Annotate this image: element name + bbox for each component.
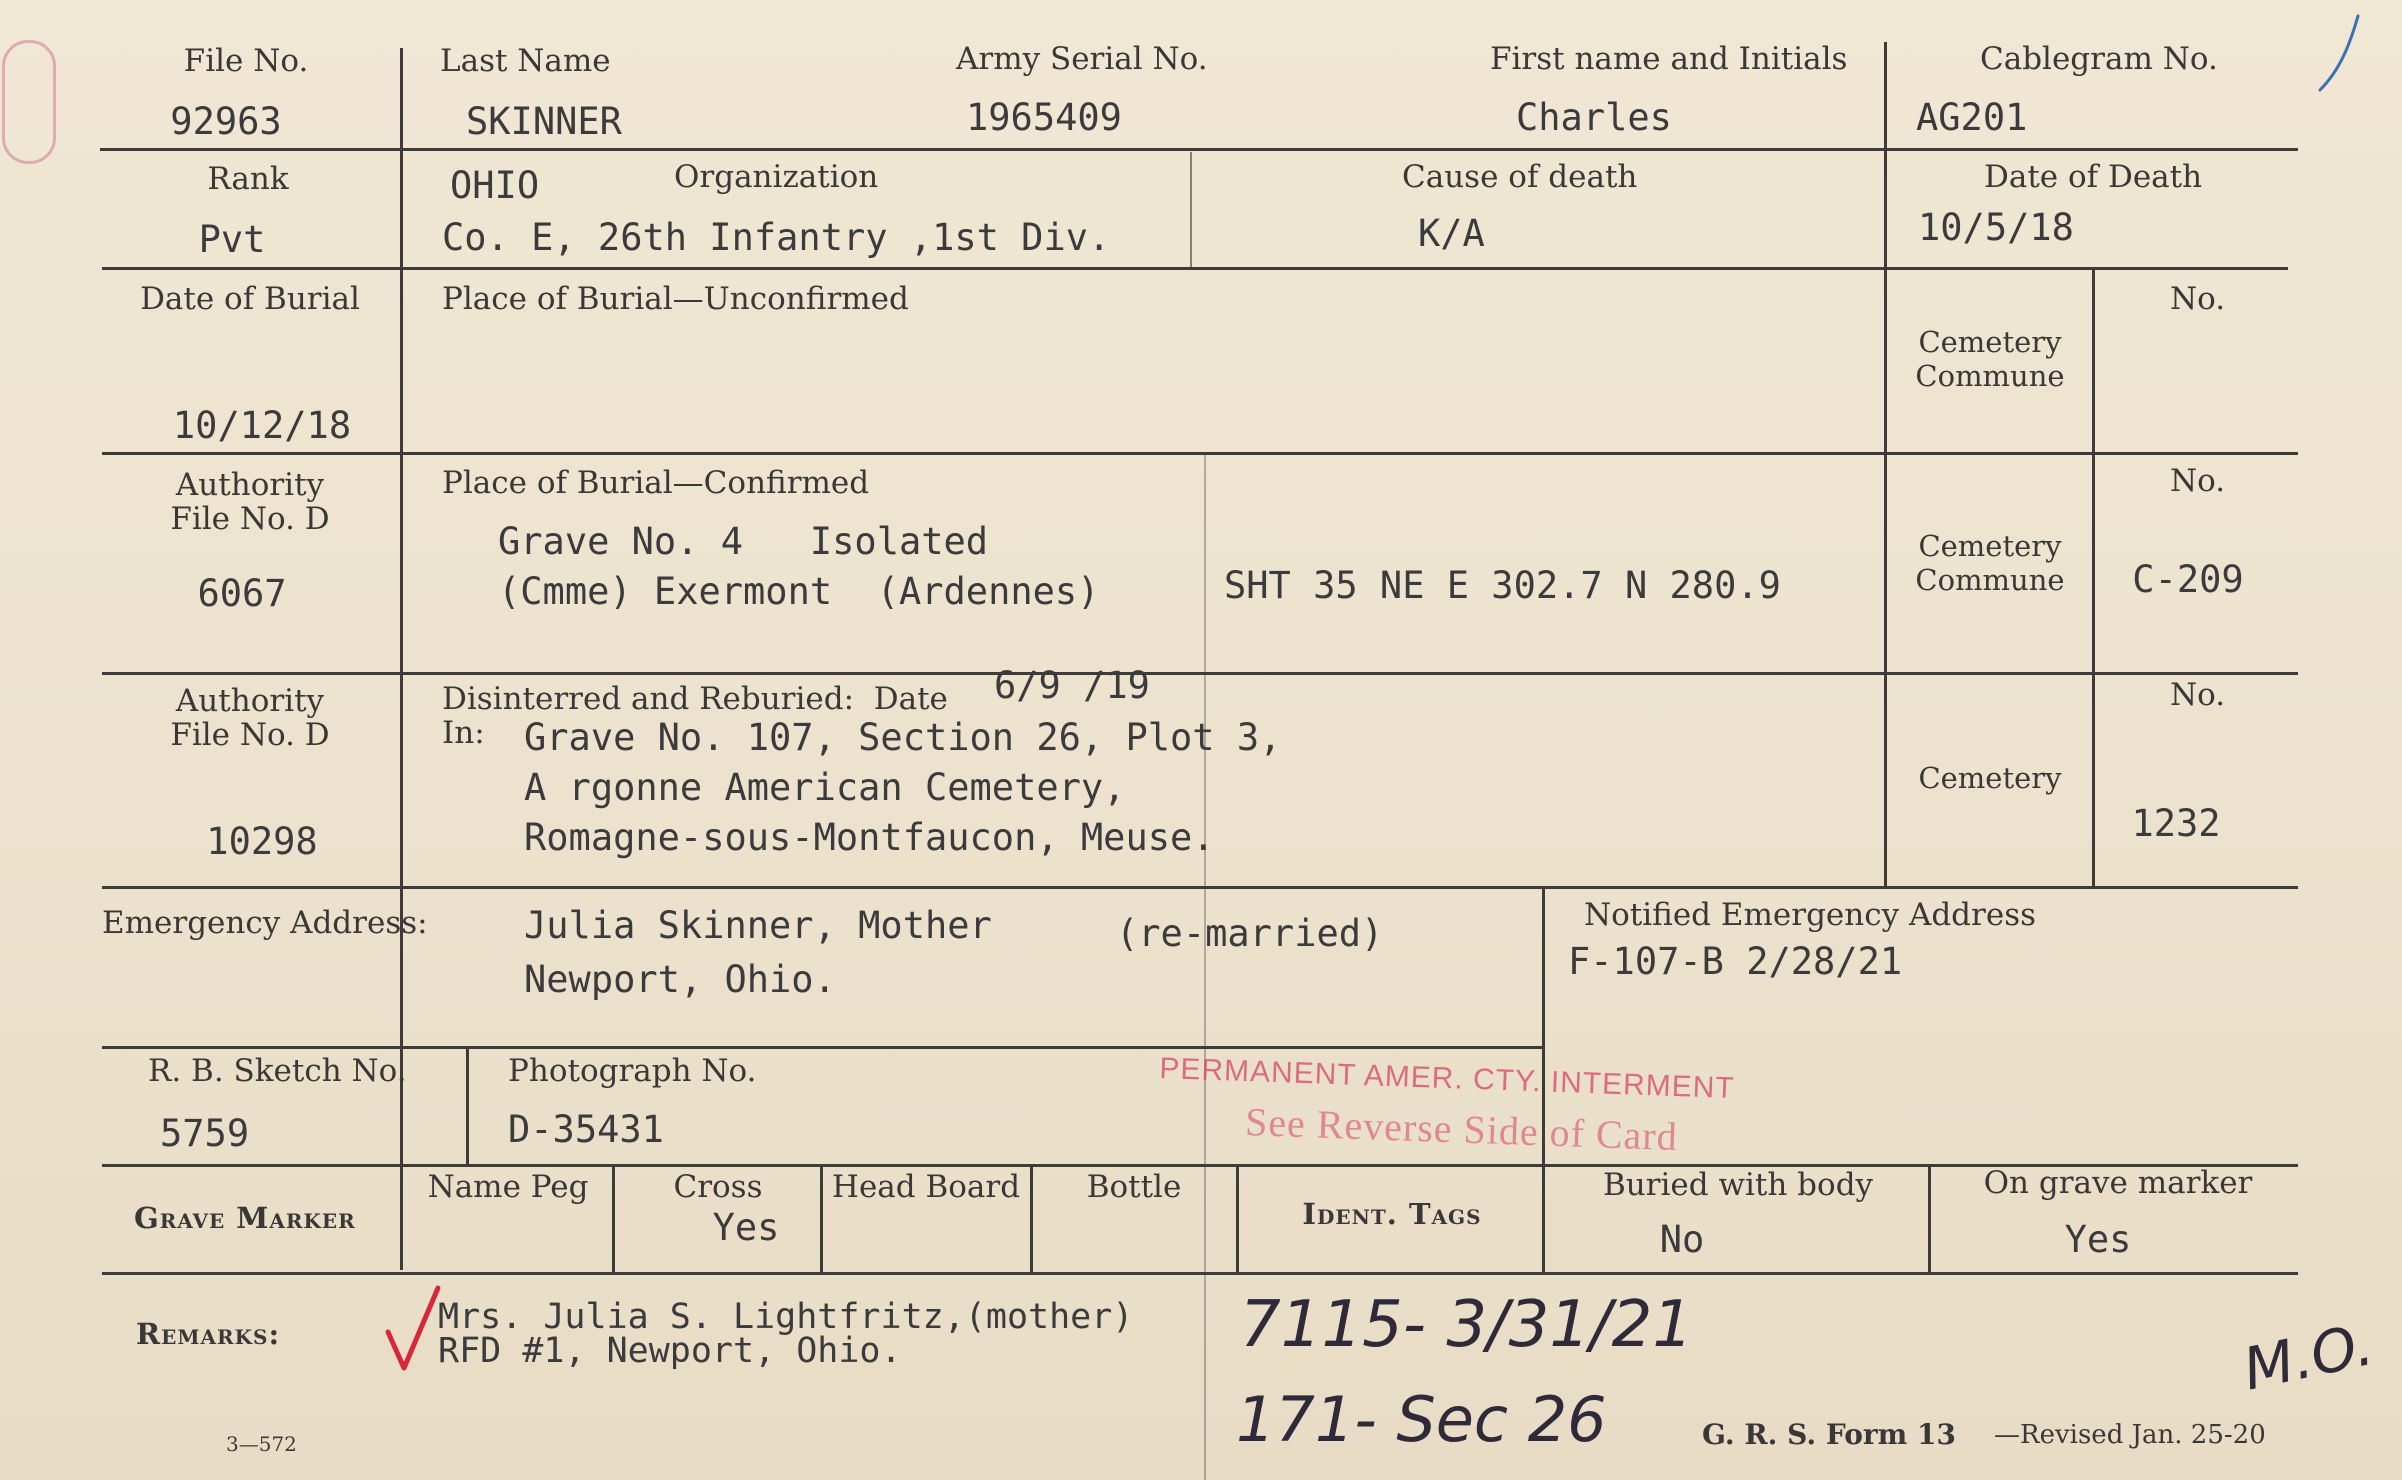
- value-emergency-note: (re-married): [1116, 912, 1384, 955]
- value-on-grave-marker: Yes: [2064, 1218, 2132, 1261]
- label-buried-with-body: Buried with body: [1602, 1167, 1874, 1203]
- value-cross: Yes: [712, 1206, 780, 1249]
- label-first-name: First name and Initials: [1490, 41, 1848, 77]
- value-reburial-date: 6/9 /19: [994, 664, 1150, 707]
- label-file-no-d-1: File No. D: [170, 501, 330, 537]
- label-rank: Rank: [207, 161, 289, 197]
- label-name-peg: Name Peg: [427, 1169, 589, 1205]
- value-reburial-line1: Grave No. 107, Section 26, Plot 3,: [524, 716, 1282, 759]
- value-authority-1: 6067: [197, 572, 287, 615]
- label-date-of-death: Date of Death: [1984, 159, 2203, 195]
- label-photograph: Photograph No.: [508, 1053, 757, 1089]
- print-code: 3—572: [226, 1432, 297, 1456]
- checkmark-icon: [384, 1284, 444, 1374]
- label-burial-confirmed: Place of Burial—Confirmed: [442, 465, 870, 501]
- label-in: In:: [442, 715, 485, 751]
- label-cause-of-death: Cause of death: [1402, 159, 1638, 195]
- label-rb-sketch: R. B. Sketch No.: [148, 1053, 407, 1089]
- value-date-of-burial: 10/12/18: [172, 404, 352, 447]
- label-notified-emergency: Notified Emergency Address: [1584, 897, 2037, 933]
- value-organization: Co. E, 26th Infantry ,1st Div.: [442, 216, 1111, 259]
- label-cablegram: Cablegram No.: [1980, 41, 2218, 77]
- rule-3: [102, 452, 2298, 455]
- value-reburial-line2: A rgonne American Cemetery,: [524, 766, 1126, 809]
- label-organization: Organization: [674, 159, 879, 195]
- col-photo: [466, 1048, 469, 1164]
- rule-8: [102, 1272, 2298, 1275]
- rule-2: [102, 267, 2288, 270]
- value-confirmed-line2: (Cmme) Exermont (Ardennes): [498, 570, 1100, 613]
- label-grave-marker: Grave Marker: [134, 1201, 356, 1235]
- stamp-see-reverse: See Reverse Side of Card: [1244, 1098, 1679, 1160]
- label-authority-2: Authority: [175, 683, 325, 719]
- pen-stroke-mark: [2310, 10, 2370, 100]
- value-state: OHIO: [450, 164, 540, 207]
- value-confirmed-coords: SHT 35 NE E 302.7 N 280.9: [1224, 564, 1781, 607]
- value-notified: F-107-B 2/28/21: [1568, 940, 1903, 983]
- label-file-no-d-2: File No. D: [170, 717, 330, 753]
- label-file-no: File No.: [183, 43, 309, 79]
- label-authority-1: Authority: [175, 467, 325, 503]
- label-no-2: No.: [2170, 463, 2226, 499]
- col-namepeg: [612, 1166, 615, 1272]
- value-army-serial: 1965409: [966, 96, 1122, 139]
- label-no-3: No.: [2170, 677, 2226, 713]
- rule-7: [102, 1164, 2298, 1167]
- handwritten-line2: 171- Sec 26: [1236, 1383, 1607, 1456]
- label-date-of-burial: Date of Burial: [140, 281, 360, 317]
- form-number: G. R. S. Form 13: [1702, 1418, 1957, 1451]
- value-authority-2: 10298: [206, 820, 318, 863]
- handwritten-line1: 7115- 3/31/21: [1240, 1288, 1694, 1362]
- value-remarks-line2: RFD #1, Newport, Ohio.: [438, 1331, 902, 1371]
- value-date-of-death: 10/5/18: [1918, 206, 2074, 249]
- label-emergency-address: Emergency Address:: [102, 905, 428, 941]
- value-cablegram: AG201: [1916, 96, 2028, 139]
- fold-line: [1204, 452, 1206, 1480]
- value-emergency-line1: Julia Skinner, Mother: [524, 904, 992, 947]
- rule-6a: [102, 1046, 1542, 1049]
- value-confirmed-line1: Grave No. 4 Isolated: [498, 520, 989, 563]
- value-file-no: 92963: [170, 100, 282, 143]
- col-bottle: [1236, 1166, 1239, 1272]
- rule-4: [102, 672, 2298, 675]
- value-rb-sketch: 5759: [160, 1112, 250, 1155]
- value-reburial-line3: Romagne-sous-Montfaucon, Meuse.: [524, 816, 1215, 859]
- stamp-permanent-interment: PERMANENT AMER. CTY. INTERMENT: [1158, 1052, 1736, 1106]
- rule-1: [100, 148, 2298, 151]
- label-remarks: Remarks:: [136, 1317, 281, 1351]
- label-army-serial: Army Serial No.: [956, 41, 1208, 77]
- value-remarks-line1: Mrs. Julia S. Lightfritz,(mother): [438, 1297, 1134, 1337]
- value-rank: Pvt: [198, 218, 266, 261]
- col-ongrave: [1928, 1166, 1931, 1272]
- value-buried-with-body: No: [1659, 1218, 1705, 1261]
- handwritten-initials: M.O.: [2237, 1309, 2379, 1404]
- col-headboard: [1030, 1166, 1033, 1272]
- form-revised: —Revised Jan. 25-20: [1994, 1420, 2266, 1450]
- label-commune-2: Commune: [1915, 563, 2065, 597]
- label-cross: Cross: [673, 1169, 763, 1205]
- label-head-board: Head Board: [831, 1169, 1021, 1205]
- col-right: [1884, 42, 1887, 886]
- value-photograph: D-35431: [508, 1108, 664, 1151]
- label-burial-unconfirmed: Place of Burial—Unconfirmed: [442, 281, 909, 317]
- label-cemetery-3: Cemetery: [1918, 761, 2062, 795]
- value-confirmed-no: C-209: [2132, 558, 2244, 601]
- col-cause: [1190, 152, 1192, 270]
- col-no: [2092, 270, 2095, 886]
- label-cemetery-1: Cemetery: [1918, 325, 2062, 359]
- label-cemetery-2: Cemetery: [1918, 529, 2062, 563]
- label-no-1: No.: [2170, 281, 2226, 317]
- label-ident-tags: Ident. Tags: [1302, 1197, 1482, 1231]
- label-bottle: Bottle: [1086, 1169, 1182, 1205]
- value-last-name: SKINNER: [466, 100, 622, 143]
- col-cross: [820, 1166, 823, 1272]
- value-emergency-line2: Newport, Ohio.: [524, 958, 836, 1001]
- value-reburial-no: 1232: [2131, 802, 2221, 845]
- punch-hole: [2, 40, 56, 164]
- value-first-name: Charles: [1516, 96, 1672, 139]
- rule-5: [102, 886, 2298, 889]
- label-on-grave-marker: On grave marker: [1983, 1165, 2253, 1201]
- value-cause-of-death: K/A: [1418, 212, 1485, 255]
- label-last-name: Last Name: [440, 43, 611, 79]
- label-disinterred: Disinterred and Reburied: Date: [442, 681, 948, 717]
- label-commune-1: Commune: [1915, 359, 2065, 393]
